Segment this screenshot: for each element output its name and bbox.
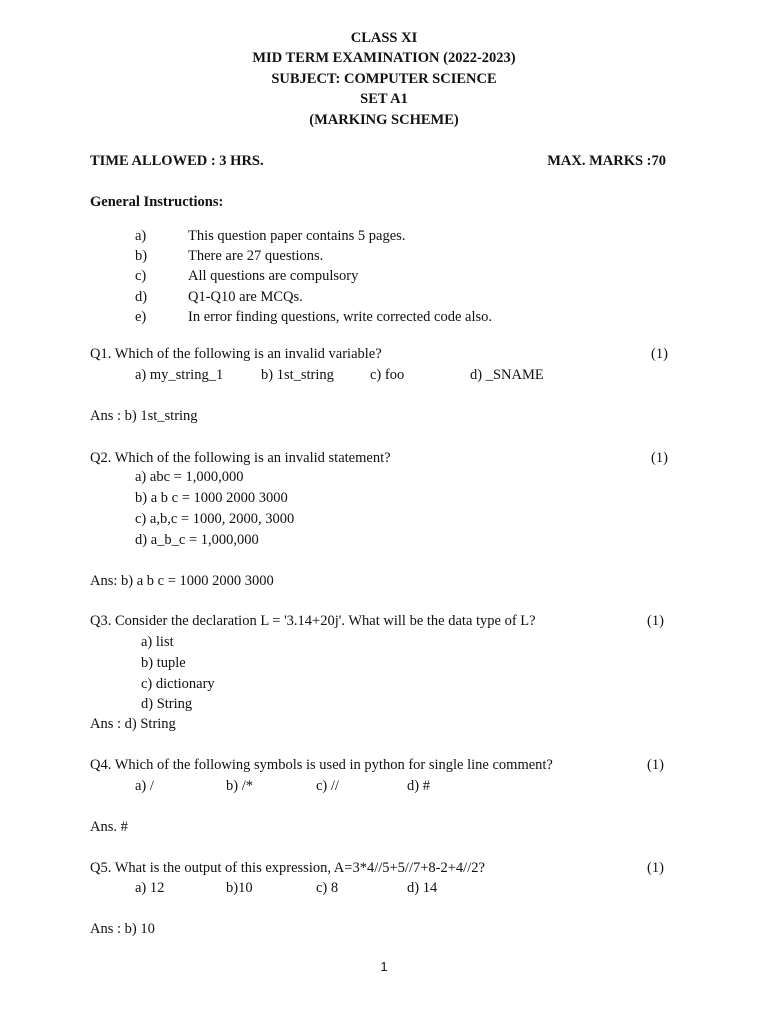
option: a) / xyxy=(135,778,154,794)
option: d) _SNAME xyxy=(470,367,544,383)
instruction-label: b) xyxy=(135,248,148,264)
instruction-text: There are 27 questions. xyxy=(188,248,324,264)
header-subject: SUBJECT: COMPUTER SCIENCE xyxy=(271,71,497,87)
question-marks: (1) xyxy=(651,346,668,362)
header-class: CLASS XI xyxy=(350,30,418,46)
question-marks: (1) xyxy=(647,613,664,629)
answer: Ans. # xyxy=(90,819,128,835)
option: c) // xyxy=(316,778,339,794)
time-allowed: TIME ALLOWED : 3 HRS. xyxy=(90,153,264,169)
question-text: Q3. Consider the declaration L = '3.14+20j'. What will be the data type of L? xyxy=(90,613,536,629)
option: a) my_string_1 xyxy=(135,367,224,383)
option: a) abc = 1,000,000 xyxy=(135,469,244,485)
max-marks: MAX. MARKS :70 xyxy=(547,153,666,169)
instruction-text: This question paper contains 5 pages. xyxy=(188,228,406,244)
instruction-label: e) xyxy=(135,309,147,325)
answer: Ans : b) 10 xyxy=(90,921,155,937)
question-marks: (1) xyxy=(651,450,668,466)
option: a) list xyxy=(141,634,174,650)
option: c) 8 xyxy=(316,880,339,896)
option: c) a,b,c = 1000, 2000, 3000 xyxy=(135,511,295,527)
instructions-heading: General Instructions: xyxy=(90,194,224,210)
header-marking-scheme: (MARKING SCHEME) xyxy=(309,112,459,128)
header-set: SET A1 xyxy=(360,91,408,107)
instruction-label: d) xyxy=(135,289,148,305)
option: d) a_b_c = 1,000,000 xyxy=(135,532,259,548)
option: b) 1st_string xyxy=(261,367,334,383)
question-text: Q4. Which of the following symbols is used in python for single line comment? xyxy=(90,757,553,773)
answer: Ans : d) String xyxy=(90,716,176,732)
option: b)10 xyxy=(226,880,253,896)
option: d) 14 xyxy=(407,880,438,896)
instruction-text: In error finding questions, write corrected code also. xyxy=(188,309,492,325)
question-marks: (1) xyxy=(647,860,664,876)
answer: Ans : b) 1st_string xyxy=(90,408,198,424)
option: d) # xyxy=(407,778,430,794)
option: d) String xyxy=(141,696,193,712)
instruction-label: c) xyxy=(135,268,147,284)
instruction-text: Q1-Q10 are MCQs. xyxy=(188,289,303,305)
option: a) 12 xyxy=(135,880,165,896)
instruction-text: All questions are compulsory xyxy=(188,268,359,284)
question-text: Q5. What is the output of this expression, A=3*4//5+5//7+8-2+4//2? xyxy=(90,860,485,876)
question-text: Q2. Which of the following is an invalid statement? xyxy=(90,450,391,466)
option: b) tuple xyxy=(141,655,186,671)
option: c) foo xyxy=(370,367,405,383)
answer: Ans: b) a b c = 1000 2000 3000 xyxy=(90,573,274,589)
question-marks: (1) xyxy=(647,757,664,773)
option: b) /* xyxy=(226,778,253,794)
instruction-label: a) xyxy=(135,228,147,244)
header-exam: MID TERM EXAMINATION (2022-2023) xyxy=(252,50,516,66)
option: b) a b c = 1000 2000 3000 xyxy=(135,490,288,506)
question-text: Q1. Which of the following is an invalid variable? xyxy=(90,346,382,362)
page-number: 1 xyxy=(380,959,388,974)
option: c) dictionary xyxy=(141,676,215,692)
